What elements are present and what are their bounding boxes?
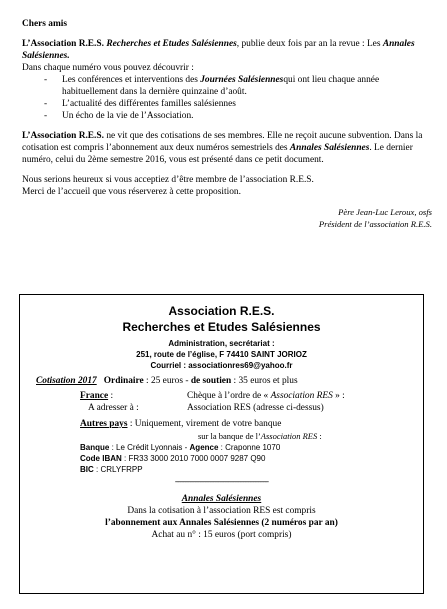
signature-title: Président de l’association R.E.S. [318,219,432,229]
annales-line-3: Achat au n° : 15 euros (port compris) [151,530,292,540]
invitation-line: Nous serions heureux si vous acceptiez d’être membre de l’association R.E.S. [22,175,314,185]
offers-list [22,74,432,122]
other-countries-line: Autres pays : Uniquement, virement de votre banque [80,419,282,429]
intro-text: , publie deux fois par an la revue : Les [236,39,383,49]
iban: Code IBAN : FR33 3000 2010 7000 0007 9287 Q90 [80,454,266,463]
bank-name: Banque : Le Crédit Lyonnais - Agence : Craponne 1070 [80,443,281,452]
annales-title: Annales Salésiennes. [22,39,415,61]
box-title: Association R.E.S. [168,304,275,318]
list-item: - L’actualité des différentes familles salésiennes [44,98,432,110]
list-item: - Un écho de la vie de l’Association. [44,110,432,122]
thanks-line: Merci de l’accueil que vous réserverez à cette proposition. [22,187,241,197]
annales-line-2: l’abonnement aux Annales Salésiennes (2 numéros par an) [105,518,338,528]
bic: BIC : CRLYFRPP [80,465,143,474]
list-item: - Les conférences et interventions des Journées Salésiennesqui ont lieu chaque année habituellement dans la dernière quinzaine d’août. [44,74,432,98]
bank-transfer-line: sur la banque de l’Association RES : [198,431,322,441]
greeting: Chers amis [22,19,68,29]
admin-label: Administration, secrétariat : [168,339,275,348]
address: 251, route de l’église, F 74410 SAINT JORIOZ [136,350,307,359]
annales-line-1: Dans la cotisation à l’association RES est compris [127,506,316,516]
email: Courriel : associationres69@yahoo.fr [150,361,293,370]
address-to-line: A adresser à : Association RES (adresse ci-dessus) [88,403,324,413]
discover-line: Dans chaque numéro vous pouvez découvrir : [22,63,194,73]
assoc-fullname: Recherches et Etudes Salésiennes [106,39,237,49]
assoc-name: L’Association R.E.S. [22,39,107,49]
france-line: France : Chèque à l’ordre de « Association RES » : [80,391,345,401]
signature-name: Père Jean-Luc Leroux, osfs [338,207,432,217]
membership-box [19,294,424,594]
cotisation-line: Cotisation 2017 Ordinaire : 25 euros - de soutien : 35 euros et plus [36,376,298,386]
annales-heading: Annales Salésiennes [181,494,262,504]
box-subtitle: Recherches et Etudes Salésiennes [122,320,321,334]
intro-paragraph [22,38,432,62]
funding-paragraph: L’Association R.E.S. ne vit que des cotisations de ses membres. Elle ne reçoit aucune subvention. Dans la cotisation est compris l’abonnement aux deux numéros semestriels des Annales Salésiennes. Le dernier numéro, celui du 2ème semestre 2016, vous est présenté dans ce petit document. [22,131,423,165]
letter [22,18,432,230]
separator: -------------------------------------------------------- [174,477,269,486]
